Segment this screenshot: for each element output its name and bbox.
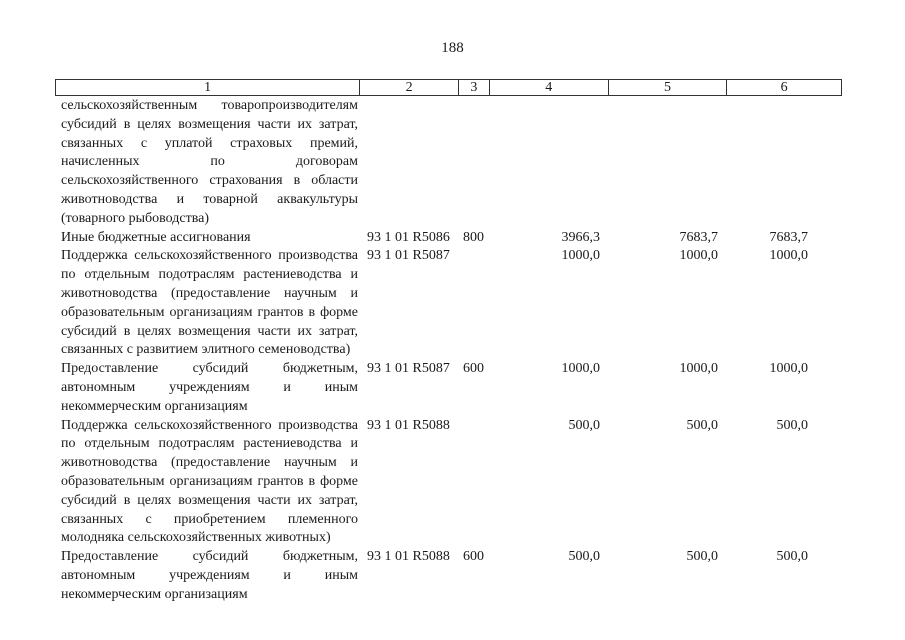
row-expense-type: 600: [463, 361, 484, 377]
row-expense-type: 800: [463, 229, 484, 245]
row-code: 93 1 01 R5088: [367, 417, 450, 433]
header-col-1: 1: [56, 80, 360, 95]
table-row: [55, 417, 842, 549]
row-code: 93 1 01 R5087: [367, 248, 450, 264]
table-header-row: [55, 79, 842, 96]
header-col-6: 6: [780, 80, 788, 95]
table-row: [55, 229, 842, 248]
row-value-col5: [609, 97, 728, 229]
row-expense-type: [459, 247, 490, 360]
row-code: [360, 97, 459, 229]
row-value-col6: [728, 97, 842, 229]
row-value-col4: 1000,0: [561, 248, 600, 264]
row-expense-type: [459, 97, 490, 229]
header-col-2: 2: [360, 80, 459, 95]
row-description: Иные бюджетные ассигнования: [61, 229, 251, 245]
row-value-col4: 500,0: [568, 549, 600, 565]
row-value-col6: 7683,7: [769, 229, 808, 245]
header-col-3: 3: [459, 80, 490, 95]
row-value-col6: 500,0: [776, 549, 808, 565]
row-code: 93 1 01 R5087: [367, 361, 450, 377]
row-value-col5: 1000,0: [679, 361, 718, 377]
row-expense-type: 600: [463, 549, 484, 565]
row-description: сельскохозяйственным товаропроизводителям субсидий в целях возмещения части их затрат, связанных с уплатой страховых премий, начисленных по договорам сельскохозяйственного страхования в области животноводства и товарной аквакультуры (товарного рыбоводства): [61, 98, 358, 226]
row-value-col4: [490, 97, 609, 229]
budget-table-body: [55, 97, 842, 605]
row-description: Поддержка сельскохозяйственного производства по отдельным подотраслям растениеводства и животноводства (предоставление научным и образовательным организациям грантов в форме субсидий в целях возмещения части их затрат, связанных с приобретением племенного молодняка сельскохозяйственных животных): [61, 417, 358, 546]
row-value-col6: 1000,0: [769, 248, 808, 264]
row-value-col5: 1000,0: [679, 248, 718, 264]
row-value-col5: 7683,7: [679, 229, 718, 245]
row-value-col6: 1000,0: [769, 361, 808, 377]
row-value-col4: 1000,0: [561, 361, 600, 377]
row-description: Предоставление субсидий бюджетным, автономным учреждениям и иным некоммерческим организациям: [61, 361, 358, 414]
header-col-4: 4: [490, 80, 609, 95]
table-row: [55, 247, 842, 360]
table-row: [55, 97, 842, 229]
row-code: 93 1 01 R5086: [367, 229, 450, 245]
page-number: 188: [441, 40, 464, 56]
row-code: 93 1 01 R5088: [367, 549, 450, 565]
header-col-5: 5: [609, 80, 728, 95]
row-expense-type: [459, 417, 490, 549]
row-description: Предоставление субсидий бюджетным, автономным учреждениям и иным некоммерческим организациям: [61, 549, 358, 602]
row-value-col4: 3966,3: [561, 229, 600, 245]
row-value-col5: 500,0: [686, 417, 718, 433]
row-description: Поддержка сельскохозяйственного производства по отдельным подотраслям растениеводства и животноводства (предоставление научным и образовательным организациям грантов в форме субсидий в целях возмещения части их затрат, связанных с развитием элитного семеноводства): [61, 248, 358, 358]
table-row: [55, 548, 842, 604]
row-value-col5: 500,0: [686, 549, 718, 565]
row-value-col6: 500,0: [776, 417, 808, 433]
row-value-col4: 500,0: [568, 417, 600, 433]
table-row: [55, 360, 842, 416]
